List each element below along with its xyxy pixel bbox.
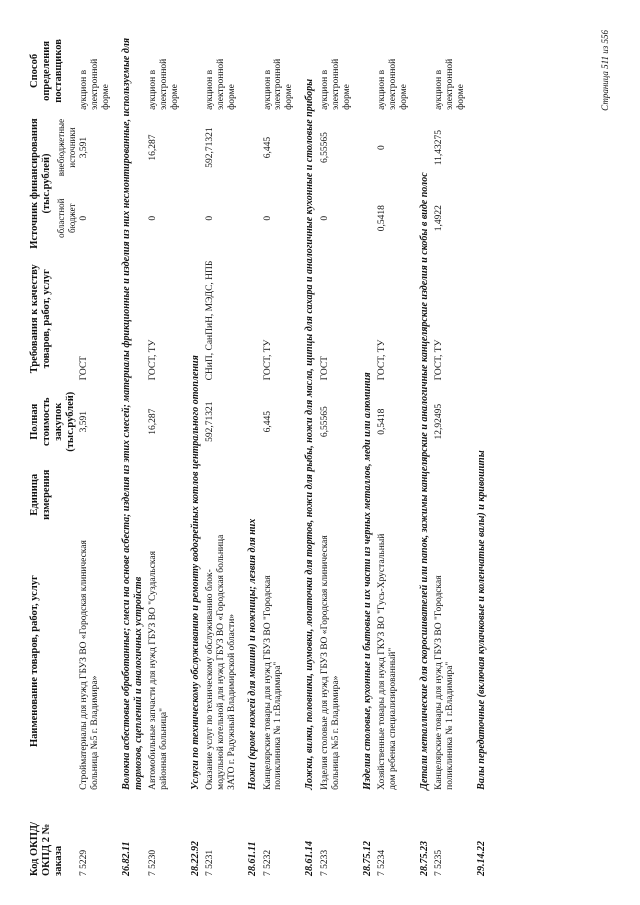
- item-requirements: ГОСТ, ТУ: [148, 339, 159, 381]
- category-code: 28.75.12: [361, 841, 373, 876]
- table-row: [433, 29, 472, 879]
- item-method: аукцион в электронной форме: [319, 58, 352, 110]
- header-code: Код ОКПД/ ОКПД 2 № заказа: [29, 821, 65, 876]
- header-row: [28, 29, 54, 879]
- item-cost: 0,5418: [377, 408, 388, 435]
- item-unit: [433, 460, 472, 529]
- order-number: 7 5229: [79, 849, 90, 876]
- item-cost: 3,591: [79, 411, 90, 433]
- item-requirements: ГОСТ: [79, 356, 90, 381]
- category-name: Ложки, вилки, половники, шумовки, лопаточки для тортов, ножи для рыбы, ножи для масла, щипцы для сахара и аналогичные кухонные и столовые приборы: [304, 78, 316, 790]
- item-name: Канцелярские товары для нужд ГБУЗ ВО "Городская поликлиника № 1 г.Владимира": [434, 575, 456, 790]
- table-row: [376, 29, 415, 879]
- item-unit: [319, 460, 358, 529]
- item-external-sources: 3,591: [79, 136, 90, 159]
- item-unit: [147, 460, 186, 529]
- item-cost: 16,287: [148, 408, 159, 435]
- header-name: Наименование товаров, работ, услуг: [29, 575, 40, 747]
- item-name: Канцелярские товары для нужд ГБУЗ ВО "Городская поликлиника № 1 г.Владимира": [262, 575, 284, 790]
- category-row: [186, 29, 205, 879]
- header-method: Способ определения поставщиков: [29, 39, 65, 103]
- item-name: Автомобильные запчасти для нужд ГБУЗ ВО "Суздальская районная больница": [148, 551, 169, 790]
- item-name: Хозяйственные товары для нужд ГКУЗ ВО "Гусь-Хрустальный дом ребенка специализированный": [377, 533, 398, 790]
- item-regional-budget: 0: [79, 215, 90, 221]
- item-requirements: СНиП, СанПиН, МЭДС, НПБ: [205, 260, 216, 381]
- category-name: Ножи (кроме ножей для машин) и ножницы; лезвия для них: [247, 518, 259, 790]
- category-row: [472, 29, 491, 879]
- item-unit: [262, 460, 301, 529]
- category-name: Детали металлические для скоросшивателей или папок, зажимы канцелярские и аналогичные канцелярские изделия и скобы в виде полос: [418, 172, 430, 790]
- order-number: 7 5235: [434, 849, 445, 876]
- order-number: 7 5234: [377, 849, 388, 876]
- category-row: [415, 29, 434, 879]
- category-code: 28.61.11: [247, 841, 259, 876]
- item-requirements: ГОСТ, ТУ: [434, 339, 445, 381]
- item-regional-budget: 0: [205, 215, 216, 221]
- item-regional-budget: 0: [148, 215, 159, 221]
- item-cost: 6,55565: [319, 406, 330, 438]
- item-external-sources: 6,445: [262, 136, 273, 159]
- category-code: 29.14.22: [476, 841, 488, 876]
- header-cost: Полная стоимость закупок (тыс.рублей): [29, 391, 77, 452]
- table-row: [262, 29, 301, 879]
- item-external-sources: 0: [377, 145, 388, 150]
- order-number: 7 5230: [148, 849, 159, 876]
- header-external: внебюджетные источники: [56, 118, 77, 177]
- item-unit: [204, 460, 243, 529]
- item-regional-budget: 0,5418: [377, 205, 388, 232]
- category-code: 28.75.23: [418, 841, 430, 876]
- category-name: Валы передаточные (включая кулачковые и коленчатые валы) и кривошипы: [476, 450, 488, 790]
- order-number: 7 5233: [319, 849, 330, 876]
- category-code: 26.82.11: [121, 841, 133, 876]
- item-external-sources: 6,55565: [319, 132, 330, 164]
- item-cost: 592,71321: [205, 401, 216, 442]
- item-external-sources: 16,287: [148, 134, 159, 161]
- item-method: аукцион в электронной форме: [434, 58, 467, 110]
- category-code: 28.61.14: [304, 841, 316, 876]
- table-body: [78, 29, 490, 879]
- item-name: Изделия столовые для нужд ГБУЗ ВО «Городская клиническая больница №5 г. Владимира»: [319, 535, 341, 790]
- table-row: [319, 29, 358, 879]
- item-external-sources: 592,71321: [205, 127, 216, 168]
- item-name: Оказание услуг по техническому обслуживанию блок-модульной котельной для нужд ГБУЗ ВО «Городская больница ЗАТО г. Радужный Владимирской области»: [205, 534, 238, 790]
- category-name: Волокна асбестовые обработанные; смеси на основе асбеста; изделия из этих смесей; материалы фрикционные и изделия из них несмонтированные, используемые для тормозов, сцеплений и аналогичных устройств: [121, 37, 144, 790]
- page-footer: Страница 511 из 556: [599, 30, 610, 111]
- table-row: [78, 29, 117, 879]
- item-regional-budget: 0: [319, 215, 330, 221]
- item-method: аукцион в электронной форме: [262, 58, 295, 110]
- header-regional: областной бюджет: [56, 198, 77, 238]
- header-unit: Единица измерения: [29, 469, 53, 520]
- item-unit: [376, 460, 415, 529]
- item-regional-budget: 0: [262, 215, 273, 221]
- item-method: аукцион в электронной форме: [205, 58, 238, 110]
- table-row: [147, 29, 186, 879]
- order-number: 7 5231: [205, 849, 216, 876]
- header-requirements: Требования к качеству товаров, работ, услуг: [29, 264, 53, 374]
- item-name: Стройматериалы для нужд ГБУЗ ВО «Городская клиническая больница №5 г. Владимира»: [79, 540, 101, 790]
- category-name: Услуги по техническому обслуживанию и ремонту водогрейных котлов центрального отопления: [189, 355, 201, 790]
- item-requirements: ГОСТ, ТУ: [377, 339, 388, 381]
- item-requirements: ГОСТ, ТУ: [262, 339, 273, 381]
- table-row: [204, 29, 243, 879]
- item-external-sources: 11,43275: [434, 129, 445, 166]
- category-row: [300, 29, 319, 879]
- item-requirements: ГОСТ: [319, 356, 330, 381]
- procurement-table: [28, 29, 491, 879]
- category-row: [243, 29, 262, 879]
- item-method: аукцион в электронной форме: [148, 58, 180, 110]
- category-row: [358, 29, 377, 879]
- category-code: 28.22.92: [189, 841, 201, 876]
- header-funding: Источник финансирования (тыс.рублей): [29, 118, 53, 249]
- category-row: [117, 29, 147, 879]
- category-name: Изделия столовые, кухонные и бытовые и их части из черных металлов, меди или алюминия: [361, 372, 373, 790]
- item-cost: 6,445: [262, 411, 273, 433]
- item-method: аукцион в электронной форме: [79, 58, 112, 110]
- item-regional-budget: 1,4922: [434, 205, 445, 232]
- item-cost: 12,92495: [434, 403, 445, 440]
- order-number: 7 5232: [262, 849, 273, 876]
- item-method: аукцион в электронной форме: [377, 58, 409, 110]
- item-unit: [78, 460, 117, 529]
